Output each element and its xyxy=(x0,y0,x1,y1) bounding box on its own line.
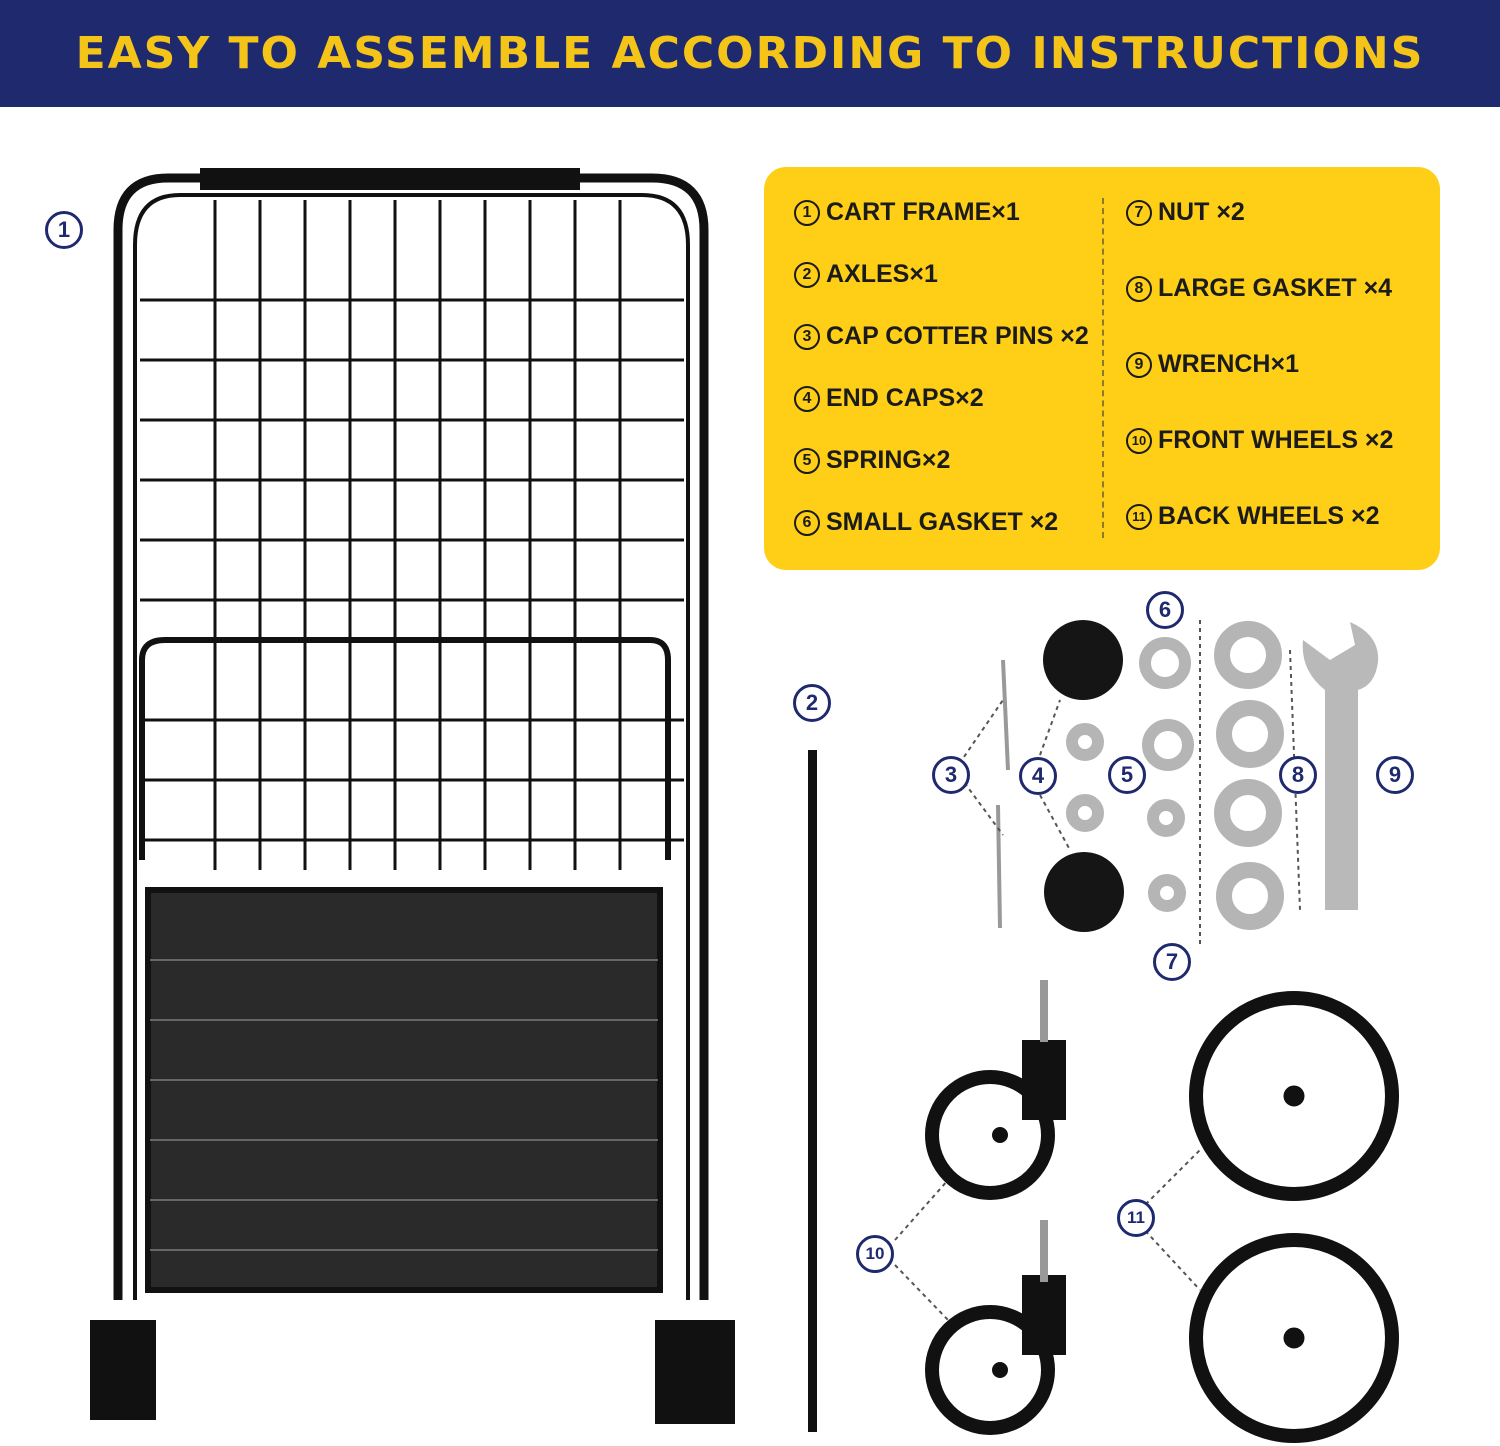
banner-title: EASY TO ASSEMBLE ACCORDING TO INSTRUCTIONS xyxy=(75,28,1425,79)
part-item: 11 BACK WHEELS ×2 xyxy=(1126,502,1380,531)
part-item: 3 CAP COTTER PINS ×2 xyxy=(794,322,1089,351)
part-item: 7 NUT ×2 xyxy=(1126,198,1245,227)
part-item: 10 FRONT WHEELS ×2 xyxy=(1126,426,1393,455)
part-item: 6 SMALL GASKET ×2 xyxy=(794,508,1058,537)
cotter-pin-image xyxy=(998,660,1008,928)
callout-5: 5 xyxy=(1108,756,1146,794)
part-item: 2 AXLES×1 xyxy=(794,260,938,289)
callout-6: 6 xyxy=(1146,591,1184,629)
back-wheel-image xyxy=(1196,998,1392,1436)
part-item: 4 END CAPS×2 xyxy=(794,384,984,413)
callout-8: 8 xyxy=(1279,756,1317,794)
cart-frame-image xyxy=(90,168,735,1424)
callout-7: 7 xyxy=(1153,943,1191,981)
front-wheel-image xyxy=(932,980,1066,1428)
callout-3: 3 xyxy=(932,756,970,794)
axle-image xyxy=(808,750,817,1432)
callout-1: 1 xyxy=(45,211,83,249)
part-item: 1 CART FRAME×1 xyxy=(794,198,1020,227)
callout-10: 10 xyxy=(856,1235,894,1273)
callout-11: 11 xyxy=(1117,1199,1155,1237)
part-item: 5 SPRING×2 xyxy=(794,446,950,475)
part-item: 8 LARGE GASKET ×4 xyxy=(1126,274,1392,303)
callout-4: 4 xyxy=(1019,757,1057,795)
end-cap-image xyxy=(1043,620,1123,700)
callout-2: 2 xyxy=(793,684,831,722)
callout-9: 9 xyxy=(1376,756,1414,794)
part-item: 9 WRENCH×1 xyxy=(1126,350,1299,379)
parts-list-divider xyxy=(1102,198,1104,538)
